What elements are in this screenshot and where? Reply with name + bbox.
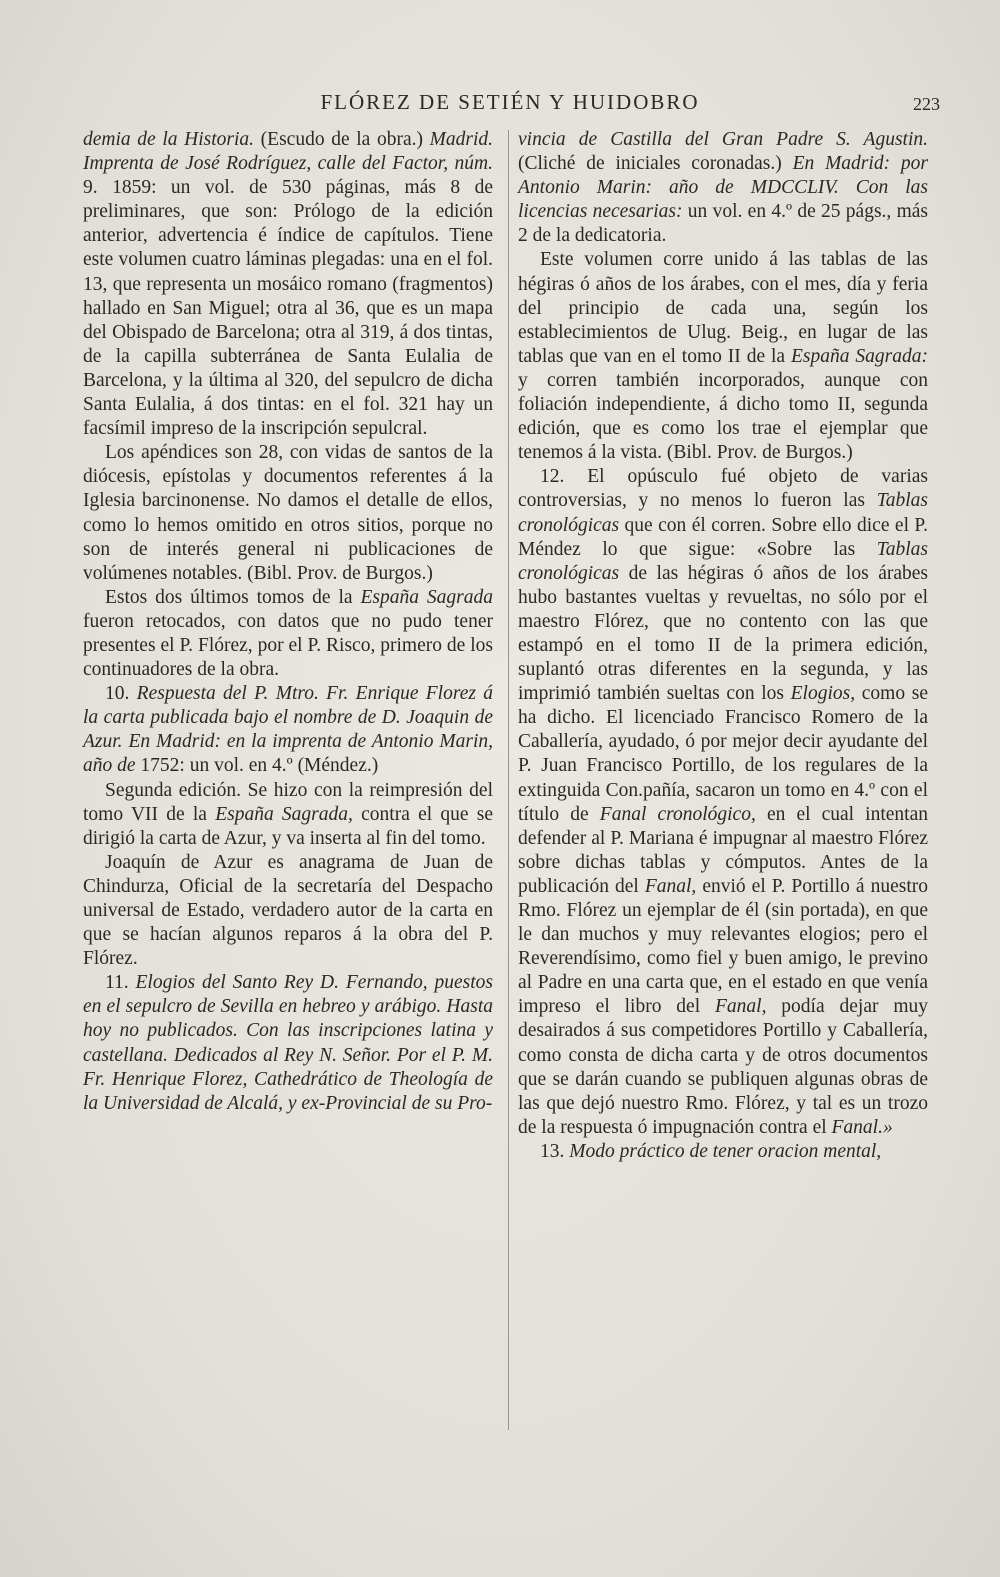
paragraph — [83, 682, 493, 778]
left-column — [83, 128, 493, 1116]
text-run: Respuesta del P. Mtro. Fr. Enrique Florez á la carta publicada bajo el nombre de D. Joaquin de Azur. En Madrid: en la imprenta de Antonio Marin, año de — [83, 683, 493, 777]
text-run: Modo práctico de tener oracion mental, — [569, 1140, 882, 1162]
text-run: Madrid. Imprenta de José Rodríguez, calle del Factor, núm. — [83, 129, 493, 175]
paragraph — [83, 779, 493, 851]
paragraph — [83, 441, 493, 586]
text-run: 11. — [105, 972, 136, 994]
text-run: 1752: un vol. en 4.º (Méndez.) — [135, 755, 379, 777]
text-run: 13. — [540, 1140, 570, 1162]
text-run: que con él corren. Sobre ello dice el P. Méndez lo que sigue: «Sobre las — [518, 514, 928, 560]
text-run: Joaquín de Azur es anagrama de Juan de Chindurza, Oficial de la secretaría del Despacho universal de Estado, verdadero autor de la carta en que se hacían algunos reparos á la obra del P. Flórez. — [83, 851, 493, 970]
paragraph — [518, 248, 928, 465]
text-run: Este volumen corre unido á las tablas de las hégiras ó años de los árabes, con el mes, día y feria del principio de cada una, según los establecimientos de Ulug. Beig., en lugar de las tablas que van en el tomo II de la — [518, 249, 928, 367]
text-run: un vol. en 4.º de 25 págs., más 2 de la dedicatoria. — [518, 201, 928, 247]
paragraph — [83, 128, 493, 441]
text-run: y corren también incorporados, aunque con foliación independiente, á dicho tomo II, segunda edición, que es como los trae el ejemplar que tenemos á la vista. (Bibl. Prov. de Burgos.) — [518, 369, 928, 464]
paragraph — [83, 586, 493, 682]
text-run: Tablas cronológicas — [518, 538, 928, 584]
text-run: como se ha dicho. El licenciado Francisco Romero de la Caballería, ayudado, ó por mejor decir ayudante del P. Juan Francisco Portillo, de los regulares de la extinguida Con.pañía, sacaron un tomo en 4.º con el título de — [518, 683, 928, 825]
text-run: 9. 1859: un vol. de 530 páginas, más 8 de preliminares, que son: Prólogo de la edición anterior, advertencia é índice de capítulos. Tiene este volumen cuatro láminas plegadas: una en el fol. 13, que representa un mosáico romano (fragmentos) hallado en San Miguel; otra al 36, que es un mapa del Obispado de Barcelona; otra al 319, á dos tintas, de la capilla subterránea de Santa Eulalia de Barcelona, y la última al 320, del sepulcro de dicha Santa Eulalia, á dos tintas: en el fol. 321 hay un facsímil impreso de la inscripción sepulcral. — [83, 177, 493, 440]
text-run: Fanal, — [714, 996, 767, 1018]
text-run: envió el P. Portillo á nuestro Rmo. Flórez un ejemplar de él (sin portada), en que le dan muchos y muy relevantes elogios; pero el Reverendísimo, como fiel y buen amigo, le previno al Padre en una carta que, en el estado en que venía impreso el libro del — [518, 875, 928, 1018]
text-run: Elogios del Santo Rey D. Fernando, puestos en el sepulcro de Sevilla en hebreo y arábigo. Hasta hoy no publicados. Con las inscripciones latina y castellana. Dedicados al Rey N. Señor. Por el P. M. Fr. Henrique Florez, Cathedrático de Theología de la Universidad de Alcalá, y ex-Provincial de su Pro- — [83, 972, 493, 1114]
text-run: podía dejar muy desairados á sus competidores Portillo y Caballería, como consta de dicha carta y de otros documentos que se darán cuando se publiquen algunas obras de las que dejó nuestro Rmo. Flórez, y tal es un trozo de la respuesta ó impugnación contra el — [518, 996, 928, 1138]
text-run: Los apéndices son 28, con vidas de santos de la diócesis, epístolas y documentos referentes á la Iglesia barcinonense. No damos el detalle de ellos, como lo hemos omitido en otros sitios, porque no son de interés general ni publicaciones de volúmenes notables. (Bibl. Prov. de Burgos.) — [83, 442, 493, 584]
text-run: demia de la Historia. — [83, 129, 255, 150]
paragraph — [83, 851, 493, 971]
paragraph — [518, 1140, 928, 1164]
right-column — [518, 128, 928, 1164]
text-run: vincia de Castilla del Gran Padre S. Agustin. — [518, 129, 928, 150]
text-run: Segunda edición. Se hizo con la reimpresión del tomo VII de la — [83, 779, 493, 825]
column-divider — [508, 130, 509, 1430]
text-run: Fanal cronológico, — [599, 803, 756, 825]
text-run: España Sagrada, — [215, 803, 353, 825]
text-run: de las hégiras ó años de los árabes hubo bastantes vueltas y revueltas, no sólo por el maestro Flórez, que no contento con las que estampó en el tomo II de la primera edición, suplantó otras diferentes en la segunda, y las imprimió también sueltas con los — [518, 562, 928, 705]
text-run: Elogios, — [790, 683, 856, 705]
text-run: Fanal.» — [831, 1116, 893, 1138]
page-number: 223 — [913, 94, 940, 114]
text-run: en el cual intentan defender al P. Mariana é impugnar al maestro Flórez sobre dichas tablas y cómputos. Antes de la publicación del — [518, 803, 928, 897]
text-run: Estos dos últimos tomos de la — [105, 586, 361, 608]
text-run: 12. El opúsculo fué objeto de varias controversias, y no menos lo fueron las — [518, 466, 928, 512]
page-header — [80, 90, 940, 124]
text-run: contra el que se dirigió la carta de Azur, y va inserta al fin del tomo. — [83, 803, 494, 849]
text-run: 10. — [105, 683, 137, 705]
text-run: (Escudo de la obra.) — [254, 129, 430, 150]
paragraph — [83, 971, 493, 1116]
text-run: España Sagrada: — [791, 345, 928, 367]
text-run: Tablas cronológicas — [518, 490, 928, 536]
paragraph — [518, 128, 928, 248]
text-run: Fanal, — [644, 875, 697, 897]
text-run: En Madrid: por Antonio Marin: año de MDCCLIV. Con las licencias necesarias: — [518, 153, 928, 223]
running-title: FLÓREZ DE SETIÉN Y HUIDOBRO — [320, 90, 700, 114]
text-run: (Cliché de iniciales coronadas.) — [518, 153, 793, 175]
text-run: España Sagrada — [360, 586, 493, 608]
text-run: fueron retocados, con datos que no pudo tener presentes el P. Flórez, por el P. Risco, primero de los continuadores de la obra. — [83, 610, 493, 681]
paragraph — [518, 465, 928, 1140]
